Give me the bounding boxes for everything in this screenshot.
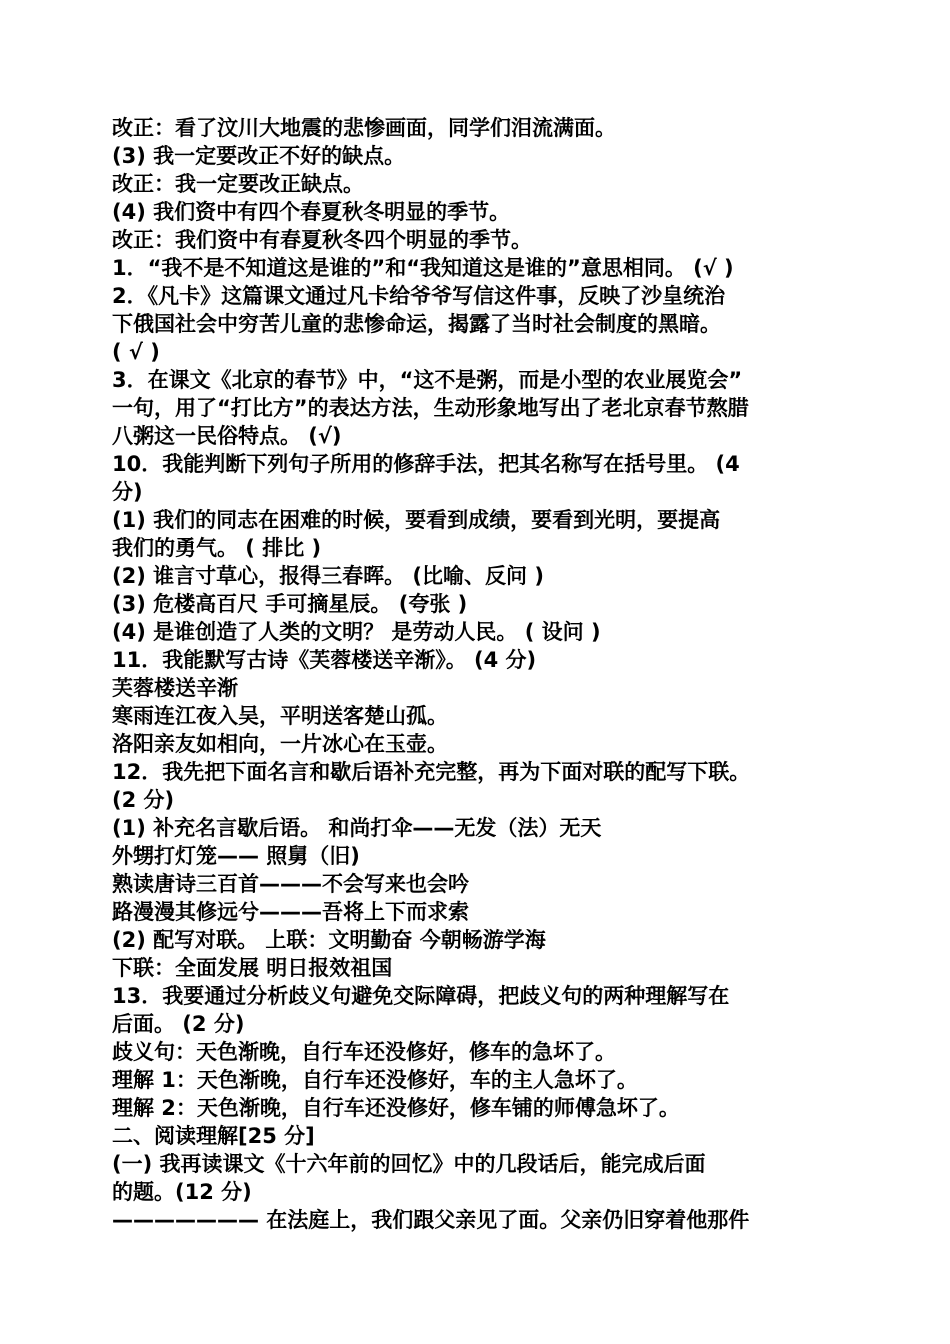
text-line: 外甥打灯笼—— 照舅（旧) bbox=[112, 844, 360, 868]
text-line: 2．《凡卡》这篇课文通过凡卡给爷爷写信这件事，反映了沙皇统治 bbox=[112, 284, 726, 308]
text-line: 二、阅读理解[25 分] bbox=[112, 1124, 315, 1148]
document-page bbox=[112, 114, 837, 1234]
text-line: 理解 1：天色渐晚，自行车还没修好，车的主人急坏了。 bbox=[112, 1068, 638, 1092]
text-line: (一) 我再读课文《十六年前的回忆》中的几段话后，能完成后面 bbox=[112, 1152, 706, 1176]
text-line: (3) 危楼高百尺 手可摘星辰。 (夸张 ) bbox=[112, 592, 468, 616]
text-line: (2) 配写对联。 上联：文明勤奋 今朝畅游学海 bbox=[112, 928, 546, 952]
text-line: (4) 我们资中有四个春夏秋冬明显的季节。 bbox=[112, 200, 511, 224]
text-line: 洛阳亲友如相向，一片冰心在玉壶。 bbox=[112, 732, 448, 756]
text-line: 一句，用了“打比方”的表达方法，生动形象地写出了老北京春节熬腊 bbox=[112, 396, 749, 420]
text-line: (3) 我一定要改正不好的缺点。 bbox=[112, 144, 406, 168]
text-line: (1) 我们的同志在困难的时候，要看到成绩，要看到光明，要提高 bbox=[112, 508, 721, 532]
text-line: (2 分) bbox=[112, 788, 175, 812]
text-line: 13．我要通过分析歧义句避免交际障碍，把歧义句的两种理解写在 bbox=[112, 984, 730, 1008]
text-line: 我们的勇气。 ( 排比 ) bbox=[112, 536, 322, 560]
text-line: 分) bbox=[112, 480, 143, 504]
text-line: 改正：看了汶川大地震的悲惨画面，同学们泪流满面。 bbox=[112, 116, 616, 140]
text-line: 寒雨连江夜入吴，平明送客楚山孤。 bbox=[112, 704, 448, 728]
text-line: 11．我能默写古诗《芙蓉楼送辛渐》。 (4 分) bbox=[112, 648, 537, 672]
text-line: 路漫漫其修远兮———吾将上下而求索 bbox=[112, 900, 469, 924]
text-line: 熟读唐诗三百首———不会写来也会吟 bbox=[112, 872, 469, 896]
text-line: 下俄国社会中穷苦儿童的悲惨命运，揭露了当时社会制度的黑暗。 bbox=[112, 312, 721, 336]
text-line: 3．在课文《北京的春节》中，“这不是粥，而是小型的农业展览会” bbox=[112, 368, 743, 392]
text-line: 理解 2：天色渐晚，自行车还没修好，修车铺的师傅急坏了。 bbox=[112, 1096, 680, 1120]
text-line: 改正：我一定要改正缺点。 bbox=[112, 172, 364, 196]
text-line: 12．我先把下面名言和歇后语补充完整，再为下面对联的配写下联。 bbox=[112, 760, 751, 784]
text-line: 1．“我不是不知道这是谁的”和“我知道这是谁的”意思相同。 (√ ) bbox=[112, 256, 734, 280]
text-line: 下联：全面发展 明日报效祖国 bbox=[112, 956, 393, 980]
text-line: 歧义句：天色渐晚，自行车还没修好，修车的急坏了。 bbox=[112, 1040, 616, 1064]
text-line: (2) 谁言寸草心，报得三春晖。 (比喻、反问 ) bbox=[112, 564, 544, 588]
text-line: 改正：我们资中有春夏秋冬四个明显的季节。 bbox=[112, 228, 532, 252]
text-line: 的题。(12 分) bbox=[112, 1180, 252, 1204]
text-line: (4) 是谁创造了人类的文明？ 是劳动人民。 ( 设问 ) bbox=[112, 620, 601, 644]
text-line: ( √ ) bbox=[112, 340, 160, 364]
text-line: 后面。 (2 分) bbox=[112, 1012, 245, 1036]
text-line: 芙蓉楼送辛渐 bbox=[112, 676, 238, 700]
text-line: 10．我能判断下列句子所用的修辞手法，把其名称写在括号里。 (4 bbox=[112, 452, 740, 476]
text-line: 八粥这一民俗特点。 (√) bbox=[112, 424, 342, 448]
text-line: ——————— 在法庭上，我们跟父亲见了面。父亲仍旧穿着他那件 bbox=[112, 1208, 750, 1232]
text-line: (1) 补充名言歇后语。 和尚打伞——无发（法）无天 bbox=[112, 816, 602, 840]
